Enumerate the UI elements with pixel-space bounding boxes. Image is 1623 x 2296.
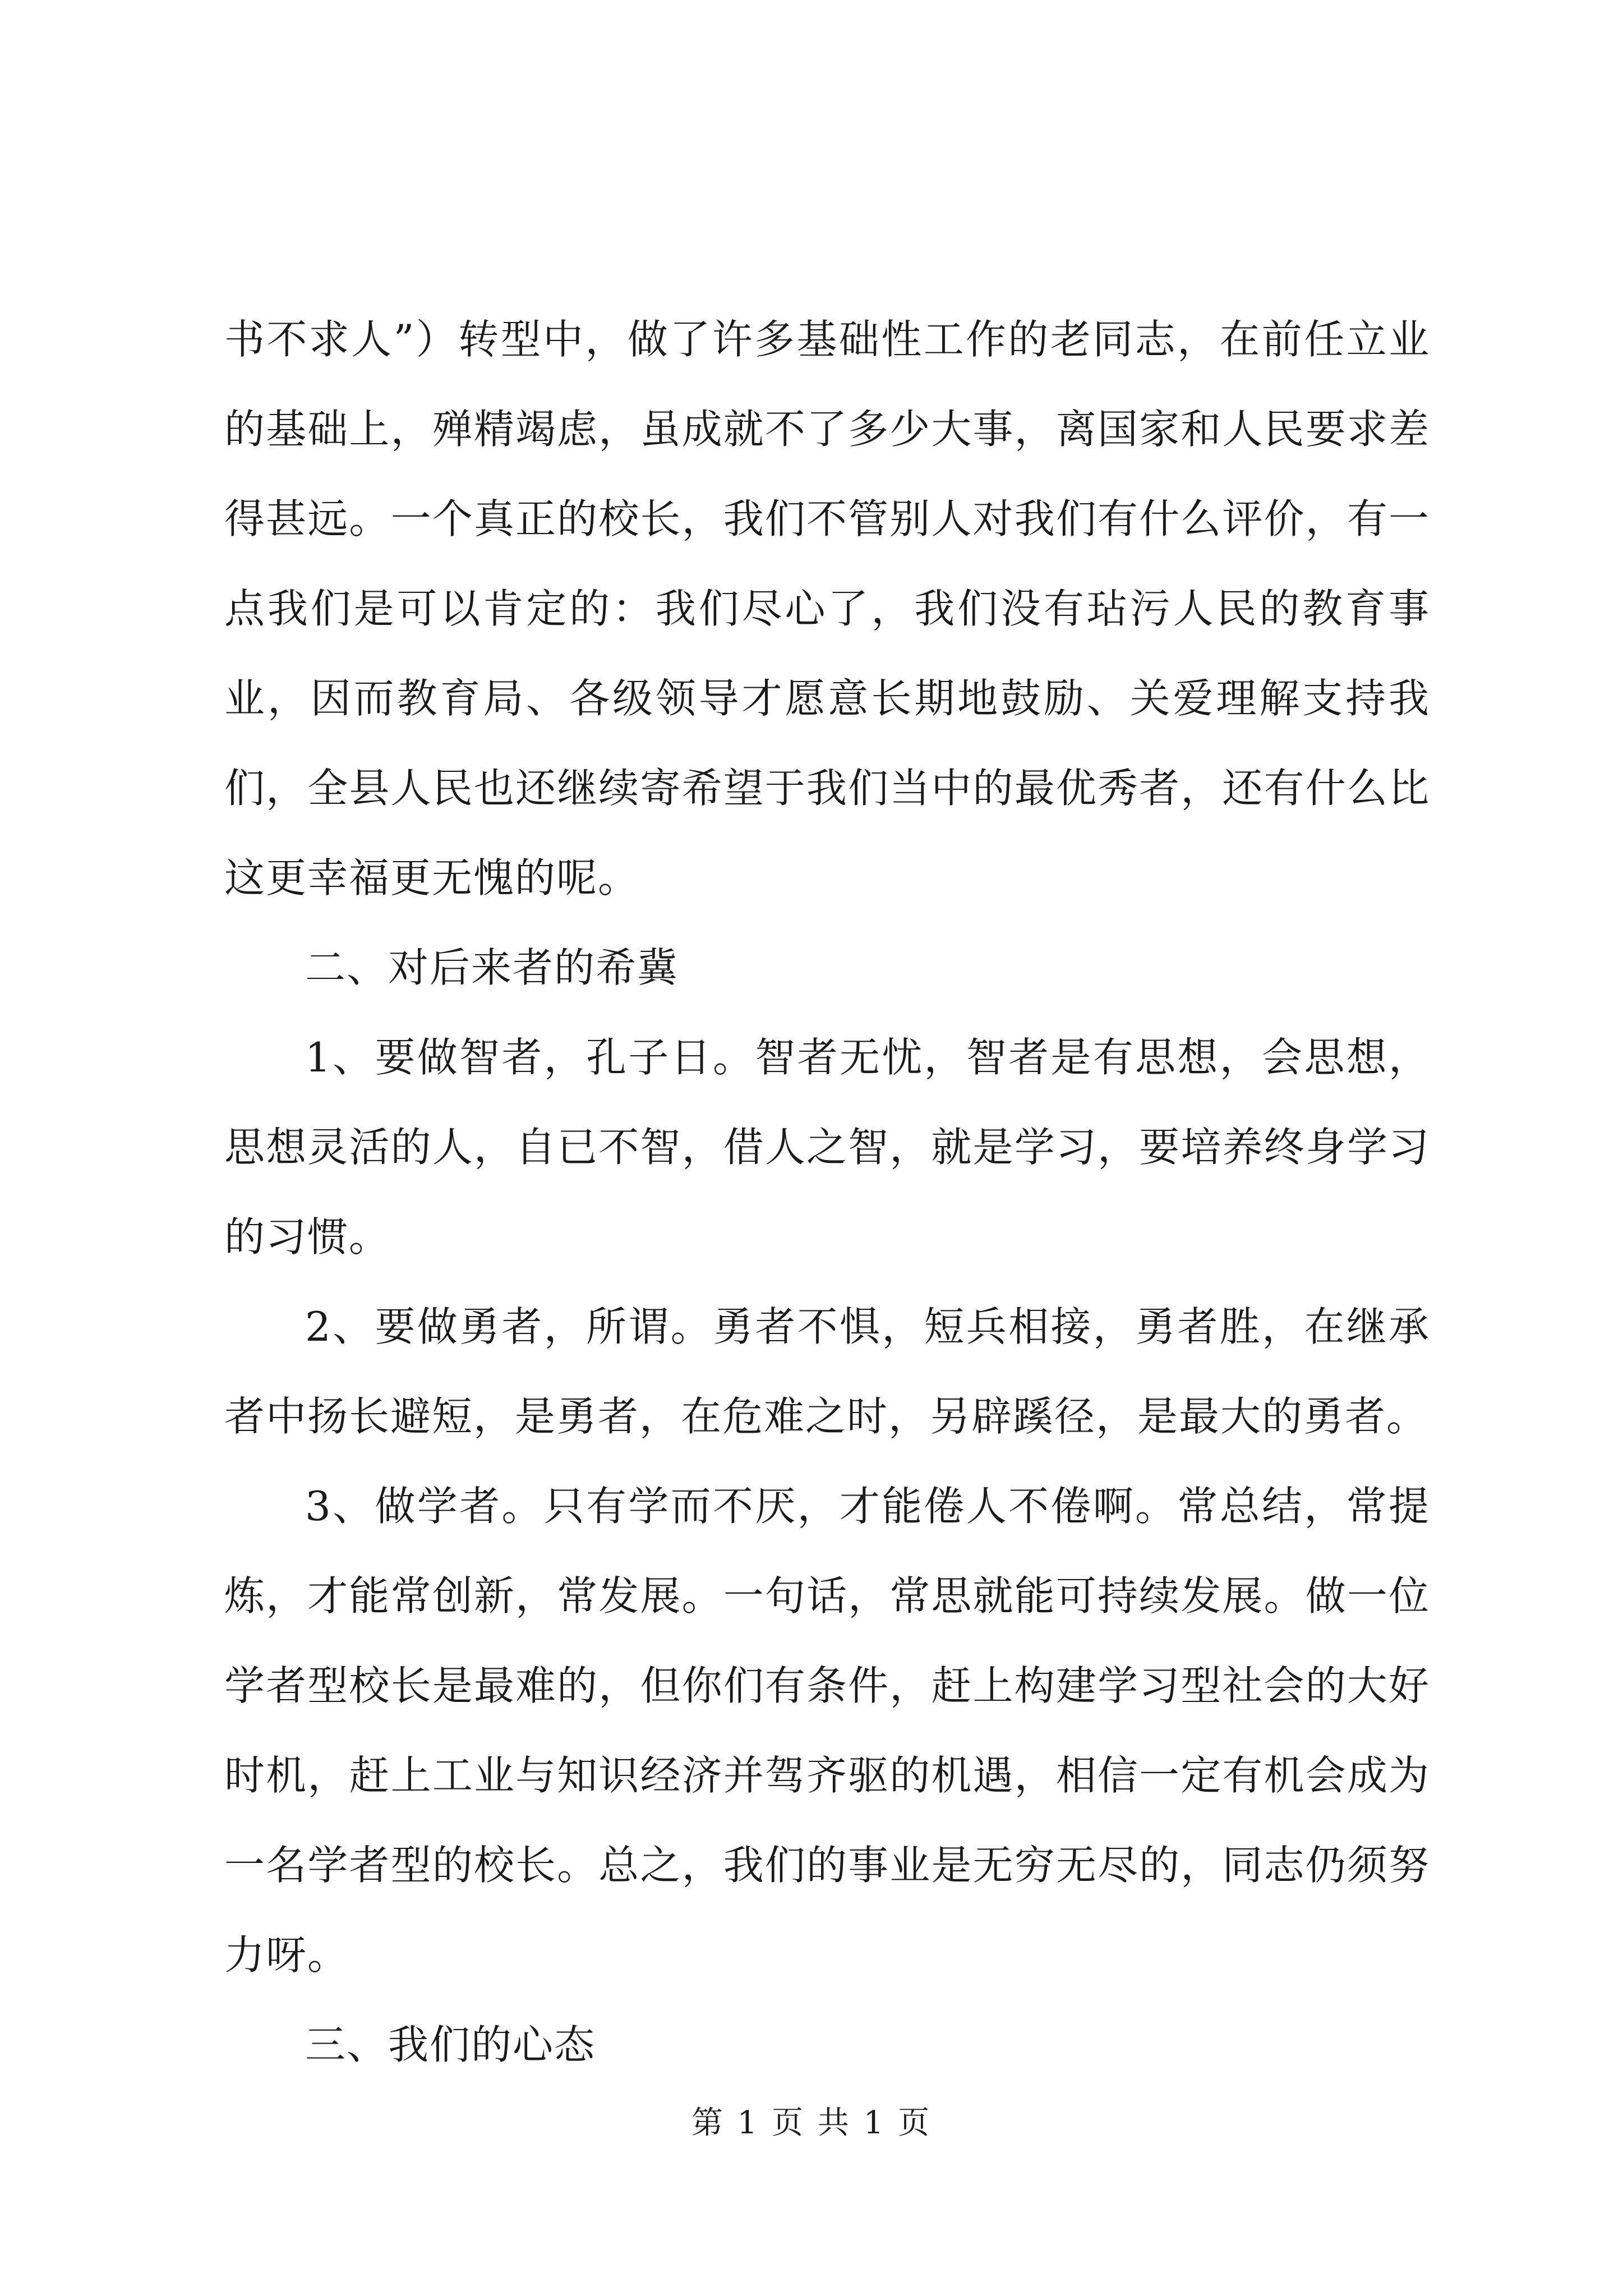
paragraph-brave: 2、要做勇者，所谓。勇者不惧，短兵相接，勇者胜，在继承者中扬长避短，是勇者，在危难之时，另辟蹊径，是最大的勇者。 [224, 1303, 1430, 1440]
section-heading-mindset: 三、我们的心态 [305, 2021, 596, 2068]
paragraph-wise: 1、要做智者，孔子日。智者无忧，智者是有思想，会思想，思想灵活的人，自已不智，借人之智，就是学习，要培养终身学习的习惯。 [224, 1034, 1430, 1260]
paragraph-continuation: 书不求人”）转型中，做了许多基础性工作的老同志，在前任立业的基础上，殚精竭虑，虽成就不了多少大事，离国家和人民要求差得甚远。一个真正的校长，我们不管别人对我们有什么评价，有一点我们是可以肯定的：我们尽心了，我们没有玷污人民的教育事业，因而教育局、各级领导才愿意长期地鼓励、关爱理解支持我们，全县人民也还继续寄希望于我们当中的最优秀者，还有什么比这更幸福更无愧的呢。 [224, 316, 1430, 901]
page-footer: 第 1 页 共 1 页 [691, 2105, 932, 2141]
section-heading-expectations: 二、对后来者的希冀 [305, 944, 679, 991]
document-body [224, 295, 1430, 2090]
paragraph-scholar: 3、做学者。只有学而不厌，才能倦人不倦啊。常总结，常提炼，才能常创新，常发展。一句话，常思就能可持续发展。做一位学者型校长是最难的，但你们有条件，赶上构建学习型社会的大好时机，赶上工业与知识经济并驾齐驱的机遇，相信一定有机会成为一名学者型的校长。总之，我们的事业是无穷无尽的，同志仍须努力呀。 [224, 1483, 1430, 1978]
